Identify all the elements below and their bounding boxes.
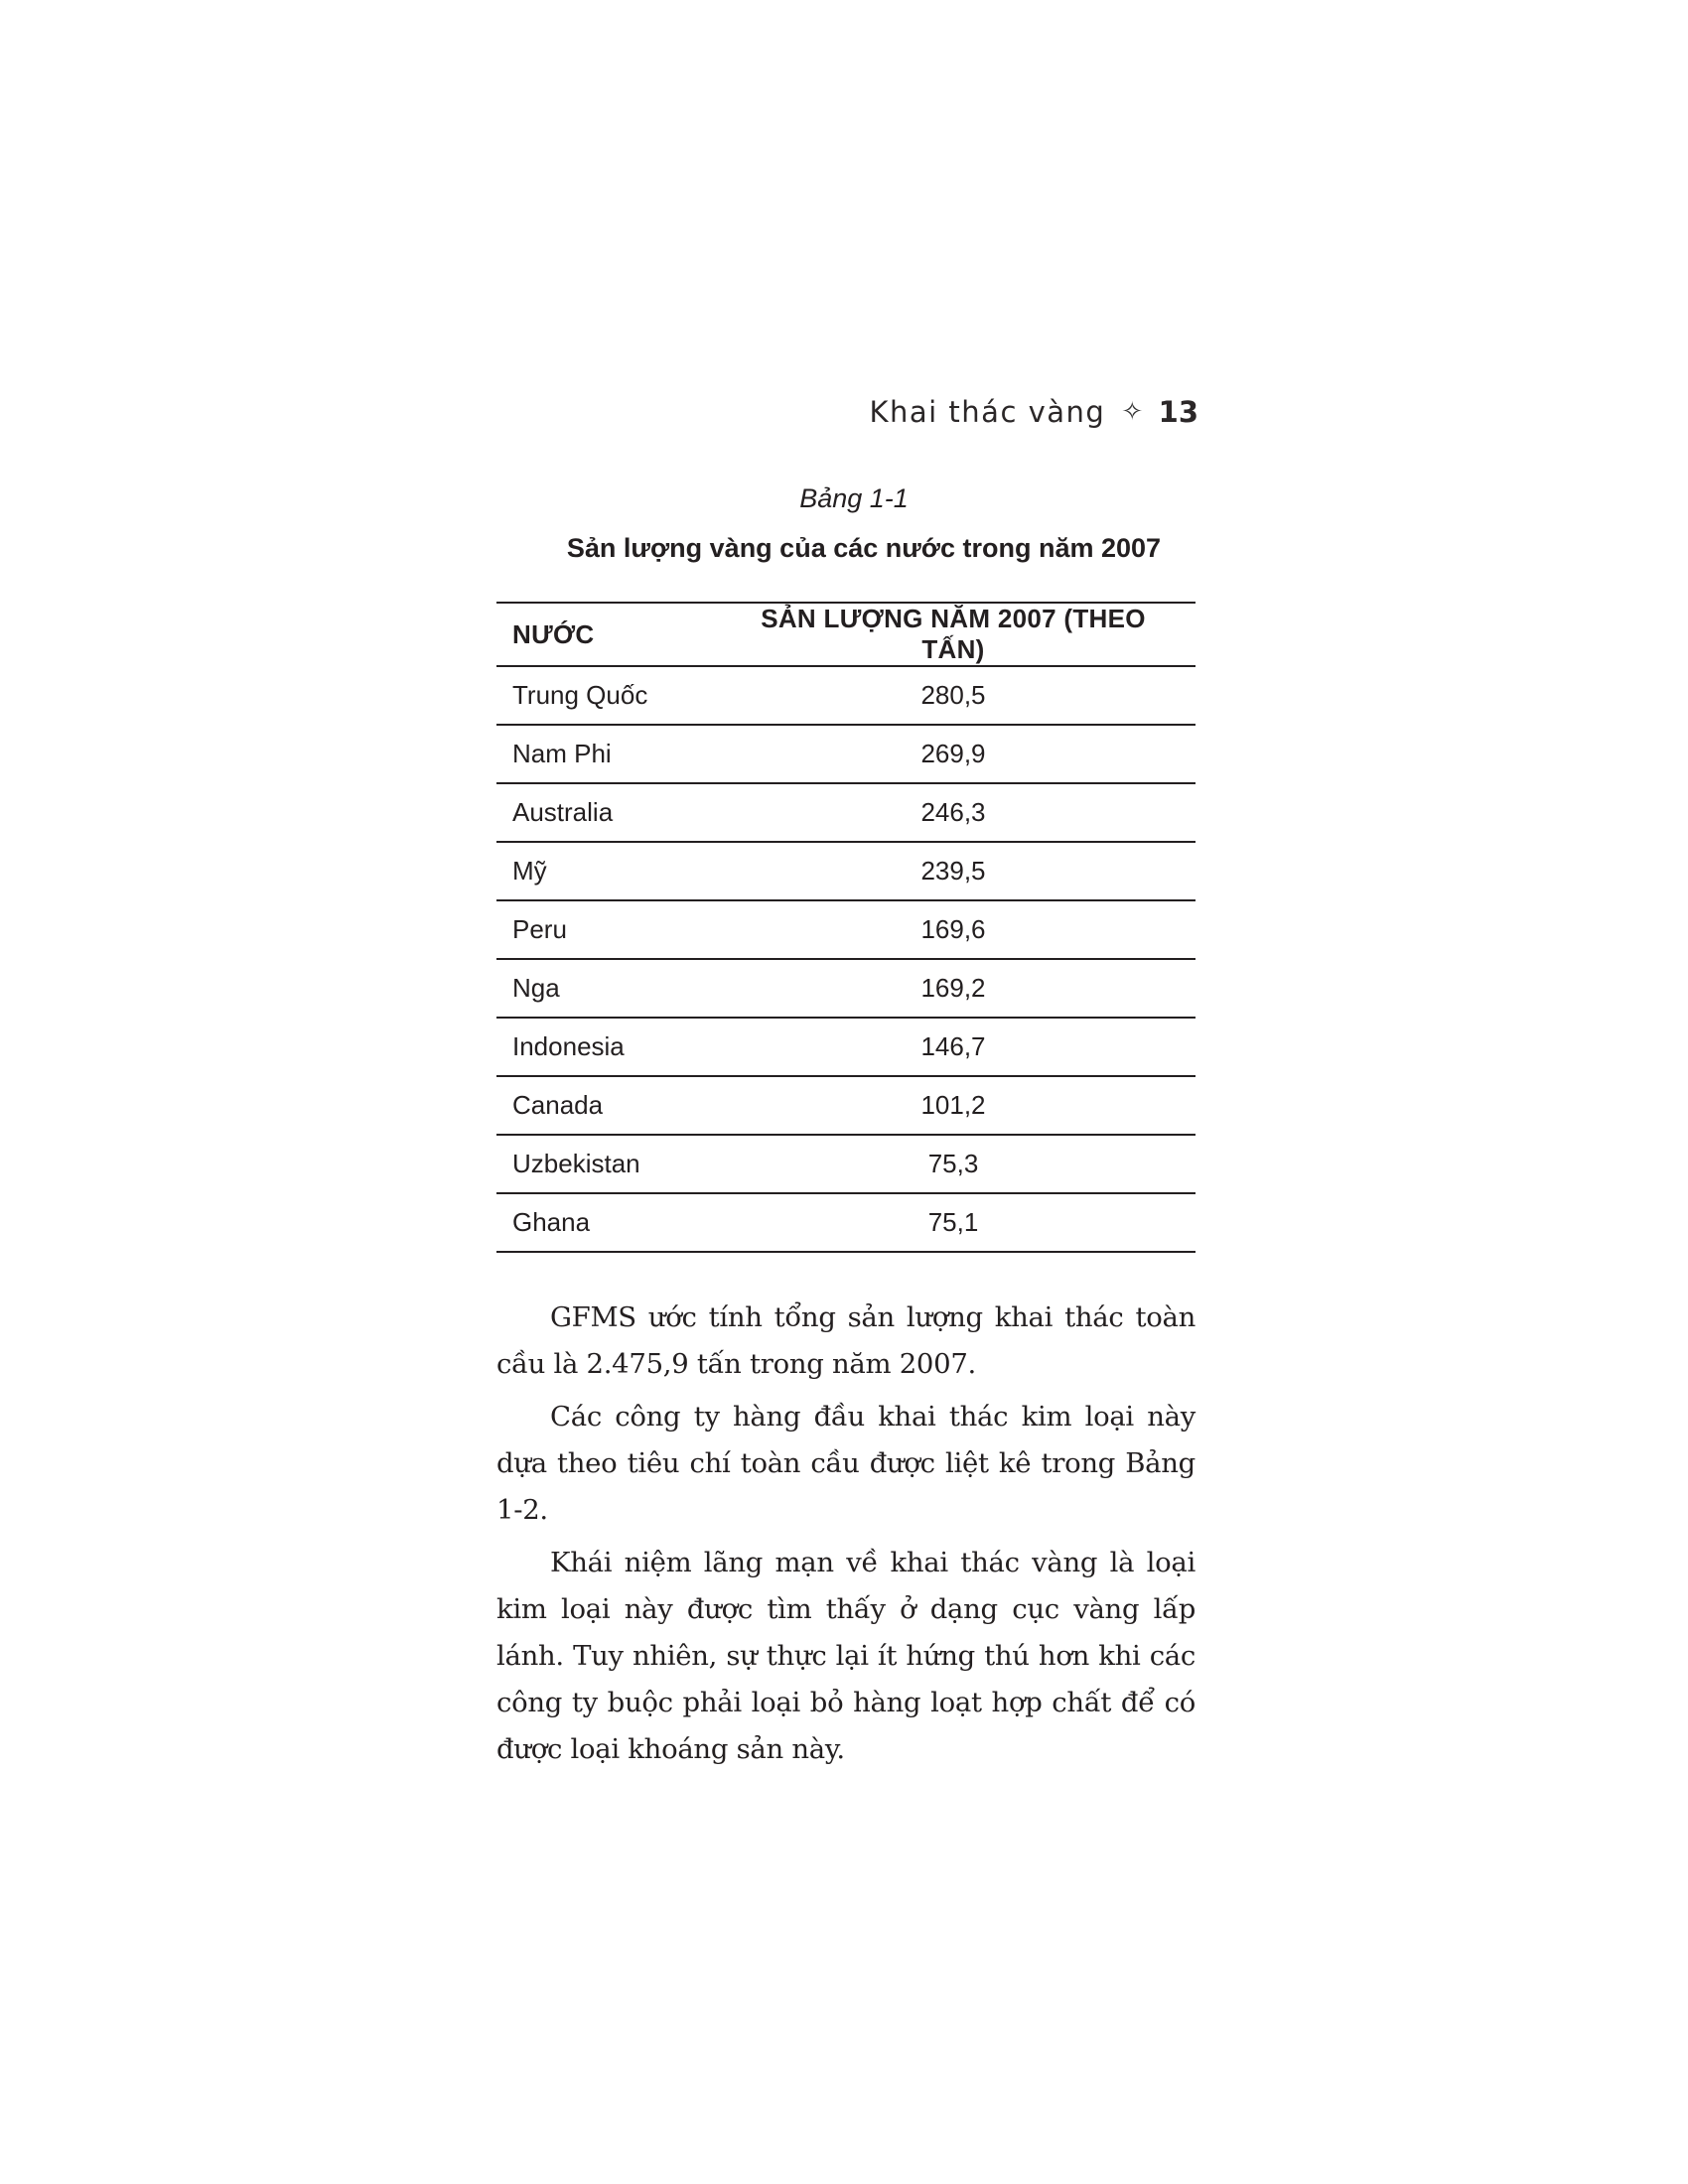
chapter-title: Khai thác vàng xyxy=(869,395,1106,429)
table-row xyxy=(496,1018,1196,1076)
table-row xyxy=(496,959,1196,1018)
table-row xyxy=(496,666,1196,725)
value-cell: 169,2 xyxy=(741,959,1196,1018)
paragraph: Khái niệm lãng mạn về khai thác vàng là loại kim loại này được tìm thấy ở dạng cục vàng lấp lánh. Tuy nhiên, sự thực lại ít hứng thú hơn khi các công ty buộc phải loại bỏ hàng loạt hợp chất để có được loại khoáng sản này. xyxy=(496,1547,1196,1765)
column-header-production: SẢN LƯỢNG NĂM 2007 (THEO TẤN) xyxy=(741,603,1196,666)
table-row xyxy=(496,900,1196,959)
table-title: Sản lượng vàng của các nước trong năm 2007 xyxy=(566,533,1162,563)
country-cell: Ghana xyxy=(496,1193,741,1252)
value-cell: 75,3 xyxy=(741,1135,1196,1193)
paragraph: GFMS ước tính tổng sản lượng khai thác toàn cầu là 2.475,9 tấn trong năm 2007. xyxy=(496,1301,1196,1380)
country-cell: Uzbekistan xyxy=(496,1135,741,1193)
table-row xyxy=(496,1076,1196,1135)
page-number: 13 xyxy=(1158,395,1198,429)
running-header xyxy=(869,395,1198,429)
value-cell: 75,1 xyxy=(741,1193,1196,1252)
body-text xyxy=(496,1295,1196,1779)
country-cell: Australia xyxy=(496,783,741,842)
country-cell: Nga xyxy=(496,959,741,1018)
table-row xyxy=(496,783,1196,842)
table-label: Bảng 1-1 xyxy=(799,483,909,513)
table-row xyxy=(496,725,1196,783)
value-cell: 101,2 xyxy=(741,1076,1196,1135)
table-row xyxy=(496,842,1196,900)
value-cell: 169,6 xyxy=(741,900,1196,959)
country-cell: Indonesia xyxy=(496,1018,741,1076)
value-cell: 280,5 xyxy=(741,666,1196,725)
separator-star-icon: ✧ xyxy=(1121,397,1145,427)
country-cell: Peru xyxy=(496,900,741,959)
value-cell: 146,7 xyxy=(741,1018,1196,1076)
production-table xyxy=(496,602,1196,1253)
paragraph: Các công ty hàng đầu khai thác kim loại này dựa theo tiêu chí toàn cầu được liệt kê trong Bảng 1-2. xyxy=(496,1401,1196,1526)
value-cell: 246,3 xyxy=(741,783,1196,842)
column-header-country: NƯỚC xyxy=(496,603,741,666)
country-cell: Trung Quốc xyxy=(496,666,741,725)
table-row xyxy=(496,1193,1196,1252)
table-header-row xyxy=(496,603,1196,666)
value-cell: 239,5 xyxy=(741,842,1196,900)
country-cell: Canada xyxy=(496,1076,741,1135)
value-cell: 269,9 xyxy=(741,725,1196,783)
country-cell: Nam Phi xyxy=(496,725,741,783)
table-row xyxy=(496,1135,1196,1193)
country-cell: Mỹ xyxy=(496,842,741,900)
